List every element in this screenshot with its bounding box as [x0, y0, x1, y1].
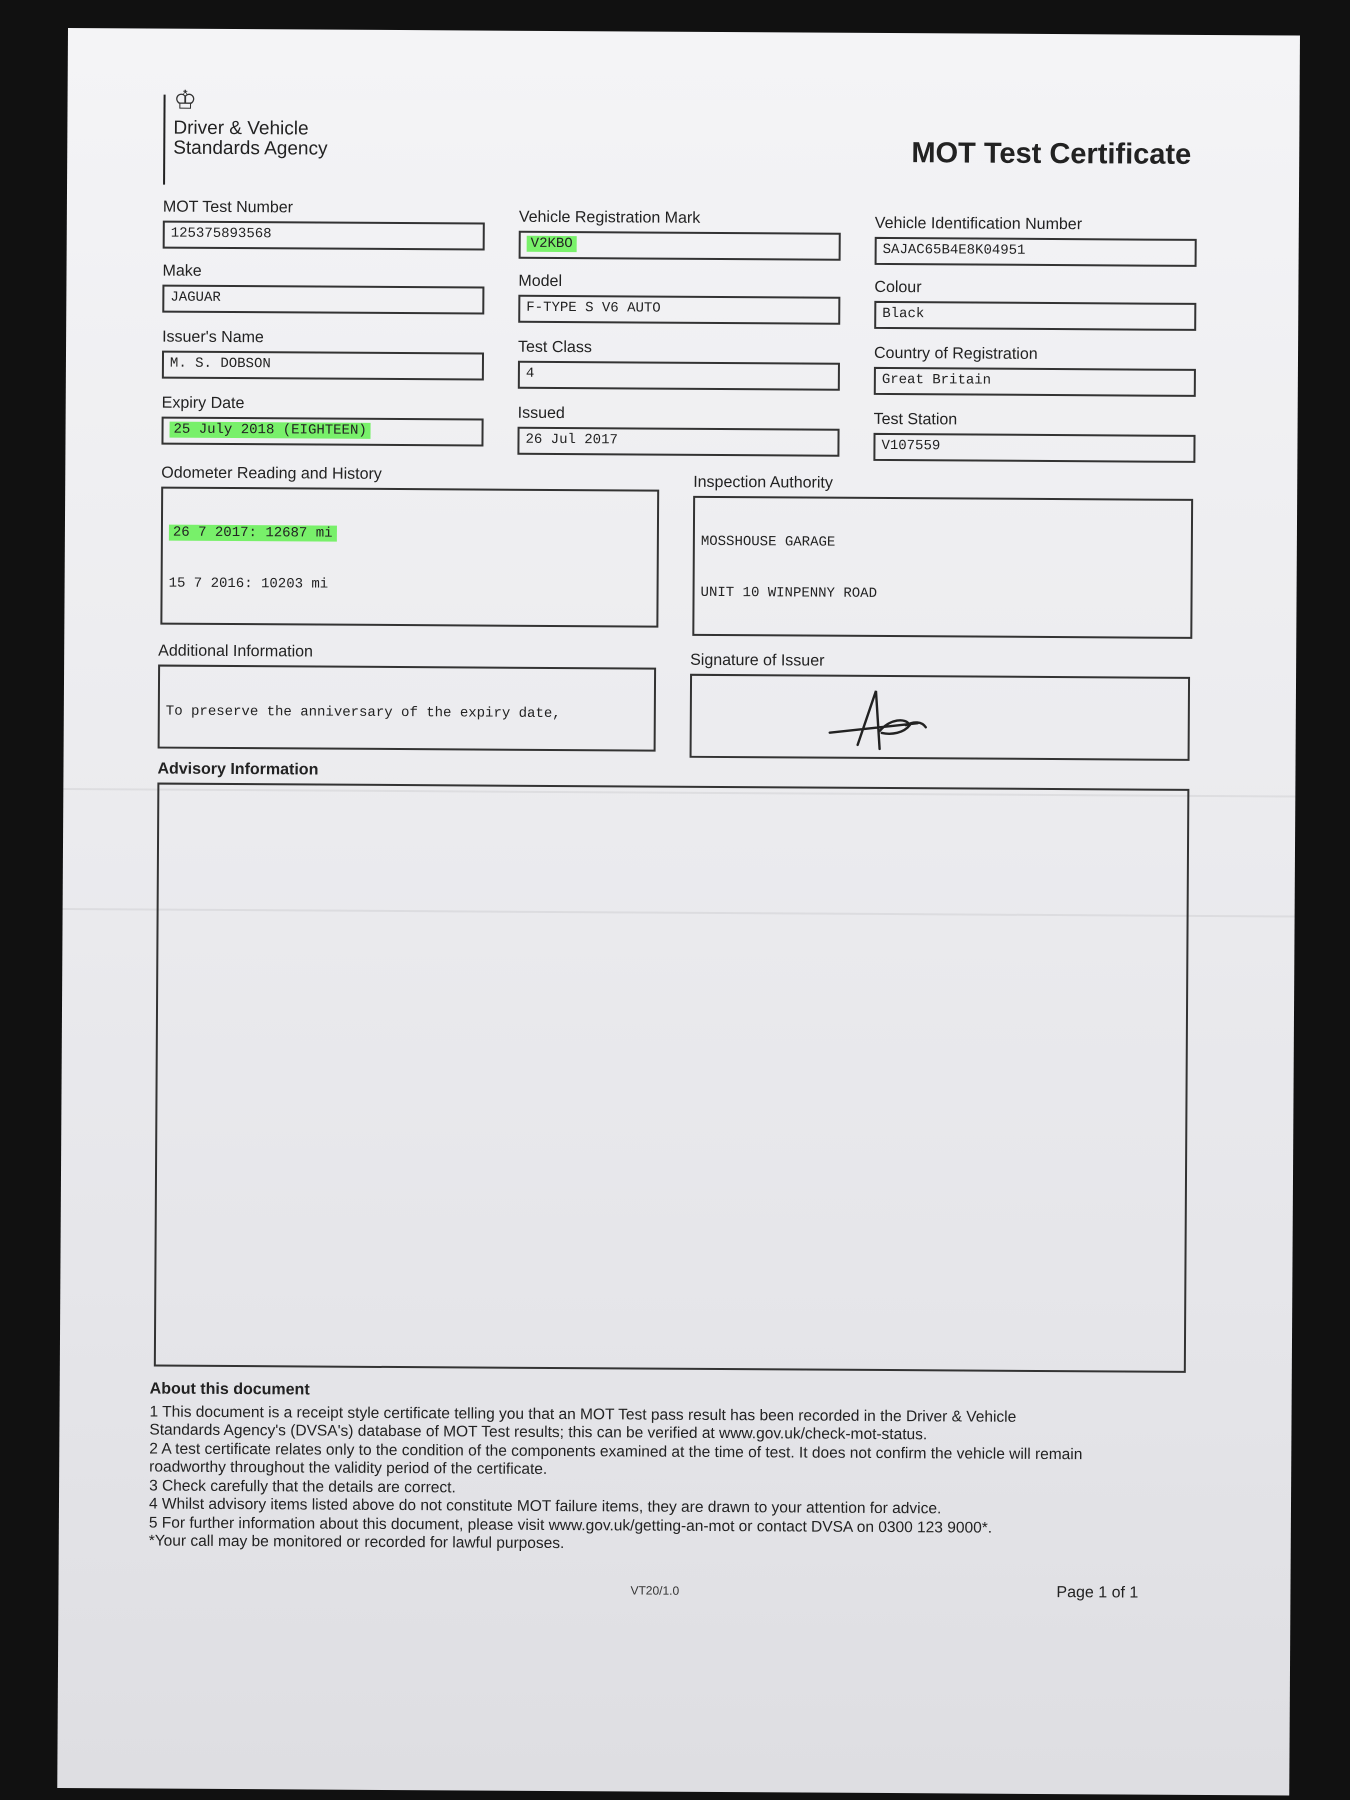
page-title: MOT Test Certificate [911, 137, 1192, 171]
agency-name: Driver & Vehicle Standards Agency [173, 117, 328, 160]
model-label: Model [518, 272, 563, 291]
address-line: UNIT 10 WINPENNY ROAD [700, 584, 878, 602]
about-line: 5 For further information about this document, please visit www.gov.uk/getting-an-mot or contact DVSA on 0300 123 9000*. [148, 1514, 993, 1537]
issued-field: 26 Jul 2017 [517, 427, 839, 457]
expiry-field [161, 417, 483, 447]
about-line: roadworthy throughout the validity period of the certificate. [149, 1458, 548, 1478]
about-title: About this document [149, 1380, 310, 1399]
vin-label: Vehicle Identification Number [874, 214, 1083, 234]
about-section [149, 1381, 1190, 1558]
address-line: MOSSHOUSE GARAGE [700, 533, 836, 551]
model-field: F-TYPE S V6 AUTO [518, 295, 840, 325]
odometer-entry: 26 7 2017: 12687 mi [169, 524, 651, 546]
additional-line: To preserve the anniversary of the expiry date, [165, 703, 561, 723]
about-line: 4 Whilst advisory items listed above do not constitute MOT failure items, they are drawn to your attention for advice. [148, 1495, 942, 1518]
make-field: JAGUAR [162, 285, 484, 315]
colour-label: Colour [874, 278, 922, 297]
odometer-box [160, 487, 659, 628]
country-field: Great Britain [874, 367, 1196, 397]
additional-label: Additional Information [158, 642, 314, 661]
registration-field [519, 231, 841, 261]
registration-label: Vehicle Registration Mark [518, 208, 701, 227]
issuer-name-label: Issuer's Name [162, 328, 264, 347]
about-line: 1 This document is a receipt style certificate telling you that an MOT Test pass result has been recorded in the Driver & Vehicle [149, 1403, 1017, 1426]
odometer-label: Odometer Reading and History [161, 464, 382, 483]
about-line: Standards Agency's (DVSA's) database of MOT Test results; this can be verified at www.gov.uk/check-mot-status. [149, 1421, 928, 1444]
page-number: Page 1 of 1 [1056, 1584, 1139, 1602]
expiry-value: 25 July 2018 (EIGHTEEN) [169, 422, 370, 439]
test-class-field: 4 [518, 361, 840, 391]
about-line: 2 A test certificate relates only to the condition of the components examined at the time of test. It does not confirm the vehicle will remain [149, 1440, 1083, 1463]
test-number-label: MOT Test Number [162, 198, 294, 217]
about-line: *Your call may be monitored or recorded for lawful purposes. [148, 1532, 565, 1553]
vin-field: SAJAC65B4E8K04951 [875, 237, 1197, 267]
advisory-label: Advisory Information [157, 760, 319, 779]
expiry-label: Expiry Date [161, 394, 245, 413]
address-line [700, 635, 1184, 639]
station-label: Test Station [873, 410, 958, 429]
logo-bar [163, 95, 166, 185]
test-number-field: 125375893568 [163, 221, 485, 251]
royal-crest-icon: ♔ [173, 84, 197, 115]
issuer-name-field: M. S. DOBSON [162, 351, 484, 381]
additional-box [158, 665, 657, 752]
registration-value: V2KBO [527, 236, 577, 252]
issuer-signature [818, 679, 938, 760]
advisory-box [154, 783, 1190, 1373]
make-label: Make [162, 262, 202, 280]
form-code: VT20/1.0 [630, 1583, 680, 1598]
odometer-entry: 15 7 2016: 10203 mi [168, 575, 329, 593]
station-field: V107559 [873, 433, 1195, 463]
colour-field: Black [874, 301, 1196, 331]
inspection-label: Inspection Authority [693, 473, 833, 492]
issued-label: Issued [517, 404, 565, 423]
certificate-paper [57, 28, 1300, 1795]
signature-box [690, 674, 1191, 761]
test-class-label: Test Class [518, 338, 592, 357]
inspection-box [692, 496, 1193, 639]
about-line: 3 Check carefully that the details are correct. [149, 1477, 456, 1496]
signature-label: Signature of Issuer [690, 651, 825, 670]
country-label: Country of Registration [873, 344, 1038, 363]
